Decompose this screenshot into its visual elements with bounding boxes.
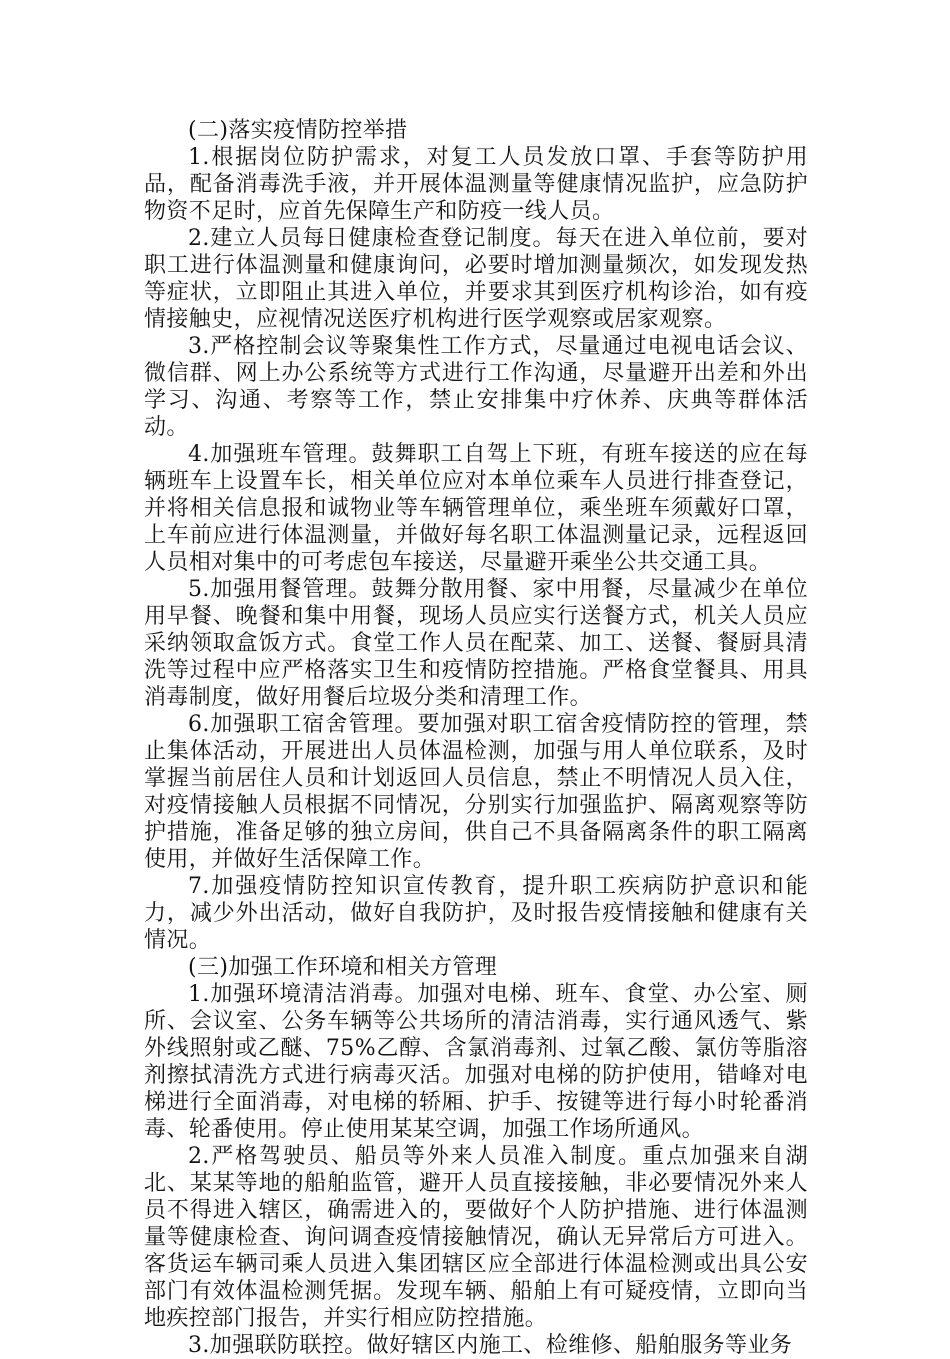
paragraph: 1.根据岗位防护需求，对复工人员发放口罩、手套等防护用品，配备消毒洗手液，并开展体温测量等健康情况监护，应急防护物资不足时，应首先保障生产和防疫一线人员。 <box>144 145 808 224</box>
paragraph: 3.严格控制会议等聚集性工作方式，尽量通过电视电话会议、微信群、网上办公系统等方式进行工作沟通，尽量避开出差和外出学习、沟通、考察等工作，禁止安排集中疗休养、庆典等群体活动。 <box>144 334 808 440</box>
paragraph: 2.严格驾驶员、船员等外来人员准入制度。重点加强来自湖北、某某等地的船舶监管，避开人员直接接触，非必要情况外来人员不得进入辖区，确需进入的，要做好个人防护措施、进行体温测量等健康检查、询问调查疫情接触情况，确认无异常后方可进入。客货运车辆司乘人员进入集团辖区应全部进行体温检测或出具公安部门有效体温检测凭据。发现车辆、船舶上有可疑疫情，立即向当地疾控部门报告，并实行相应防控措施。 <box>144 1144 808 1331</box>
document-body <box>144 117 808 1359</box>
paragraph: 4.加强班车管理。鼓舞职工自驾上下班，有班车接送的应在每辆班车上设置车长，相关单位应对本单位乘车人员进行排查登记，并将相关信息报和诚物业等车辆管理单位，乘坐班车须戴好口罩，上车前应进行体温测量，并做好每名职工体温测量记录，远程返回人员相对集中的可考虑包车接送，尽量避开乘坐公共交通工具。 <box>144 442 808 575</box>
section-heading: (二)落实疫情防控举措 <box>188 118 408 143</box>
paragraph: 6.加强职工宿舍管理。要加强对职工宿舍疫情防控的管理，禁止集体活动，开展进出人员体温检测，加强与用人单位联系，及时掌握当前居住人员和计划返回人员信息，禁止不明情况人员入住，对疫情接触人员根据不同情况，分别实行加强监护、隔离观察等防护措施，准备足够的独立房间，供自己不具备隔离条件的职工隔离使用，并做好生活保障工作。 <box>144 712 808 872</box>
paragraph: 2.建立人员每日健康检查登记制度。每天在进入单位前，要对职工进行体温测量和健康询问，必要时增加测量频次，如发现发热等症状，立即阻止其进入单位，并要求其到医疗机构诊治，如有疫情接触史，应视情况送医疗机构进行医学观察或居家观察。 <box>144 226 808 332</box>
paragraph: 1.加强环境清洁消毒。加强对电梯、班车、食堂、办公室、厕所、会议室、公务车辆等公共场所的清洁消毒，实行通风透气、紫外线照射或乙醚、75%乙醇、含氯消毒剂、过氧乙酸、氯仿等脂溶剂擦拭清洗方式进行病毒灭活。加强对电梯的防护使用，错峰对电梯进行全面消毒，对电梯的轿厢、护手、按键等进行每小时轮番消毒、轮番使用。停止使用某某空调，加强工作场所通风。 <box>144 982 808 1142</box>
paragraph: 3.加强联防联控。做好辖区内施工、检维修、船舶服务等业务 <box>188 1333 793 1358</box>
paragraph: 5.加强用餐管理。鼓舞分散用餐、家中用餐，尽量减少在单位用早餐、晚餐和集中用餐，现场人员应实行送餐方式，机关人员应采纳领取盒饭方式。食堂工作人员在配菜、加工、送餐、餐厨具清洗等过程中应严格落实卫生和疫情防控措施。严格食堂餐具、用具消毒制度，做好用餐后垃圾分类和清理工作。 <box>144 577 808 710</box>
paragraph: 7.加强疫情防控知识宣传教育，提升职工疾病防护意识和能力，减少外出活动，做好自我防护，及时报告疫情接触和健康有关情况。 <box>144 874 808 953</box>
section-heading: (三)加强工作环境和相关方管理 <box>188 955 498 980</box>
